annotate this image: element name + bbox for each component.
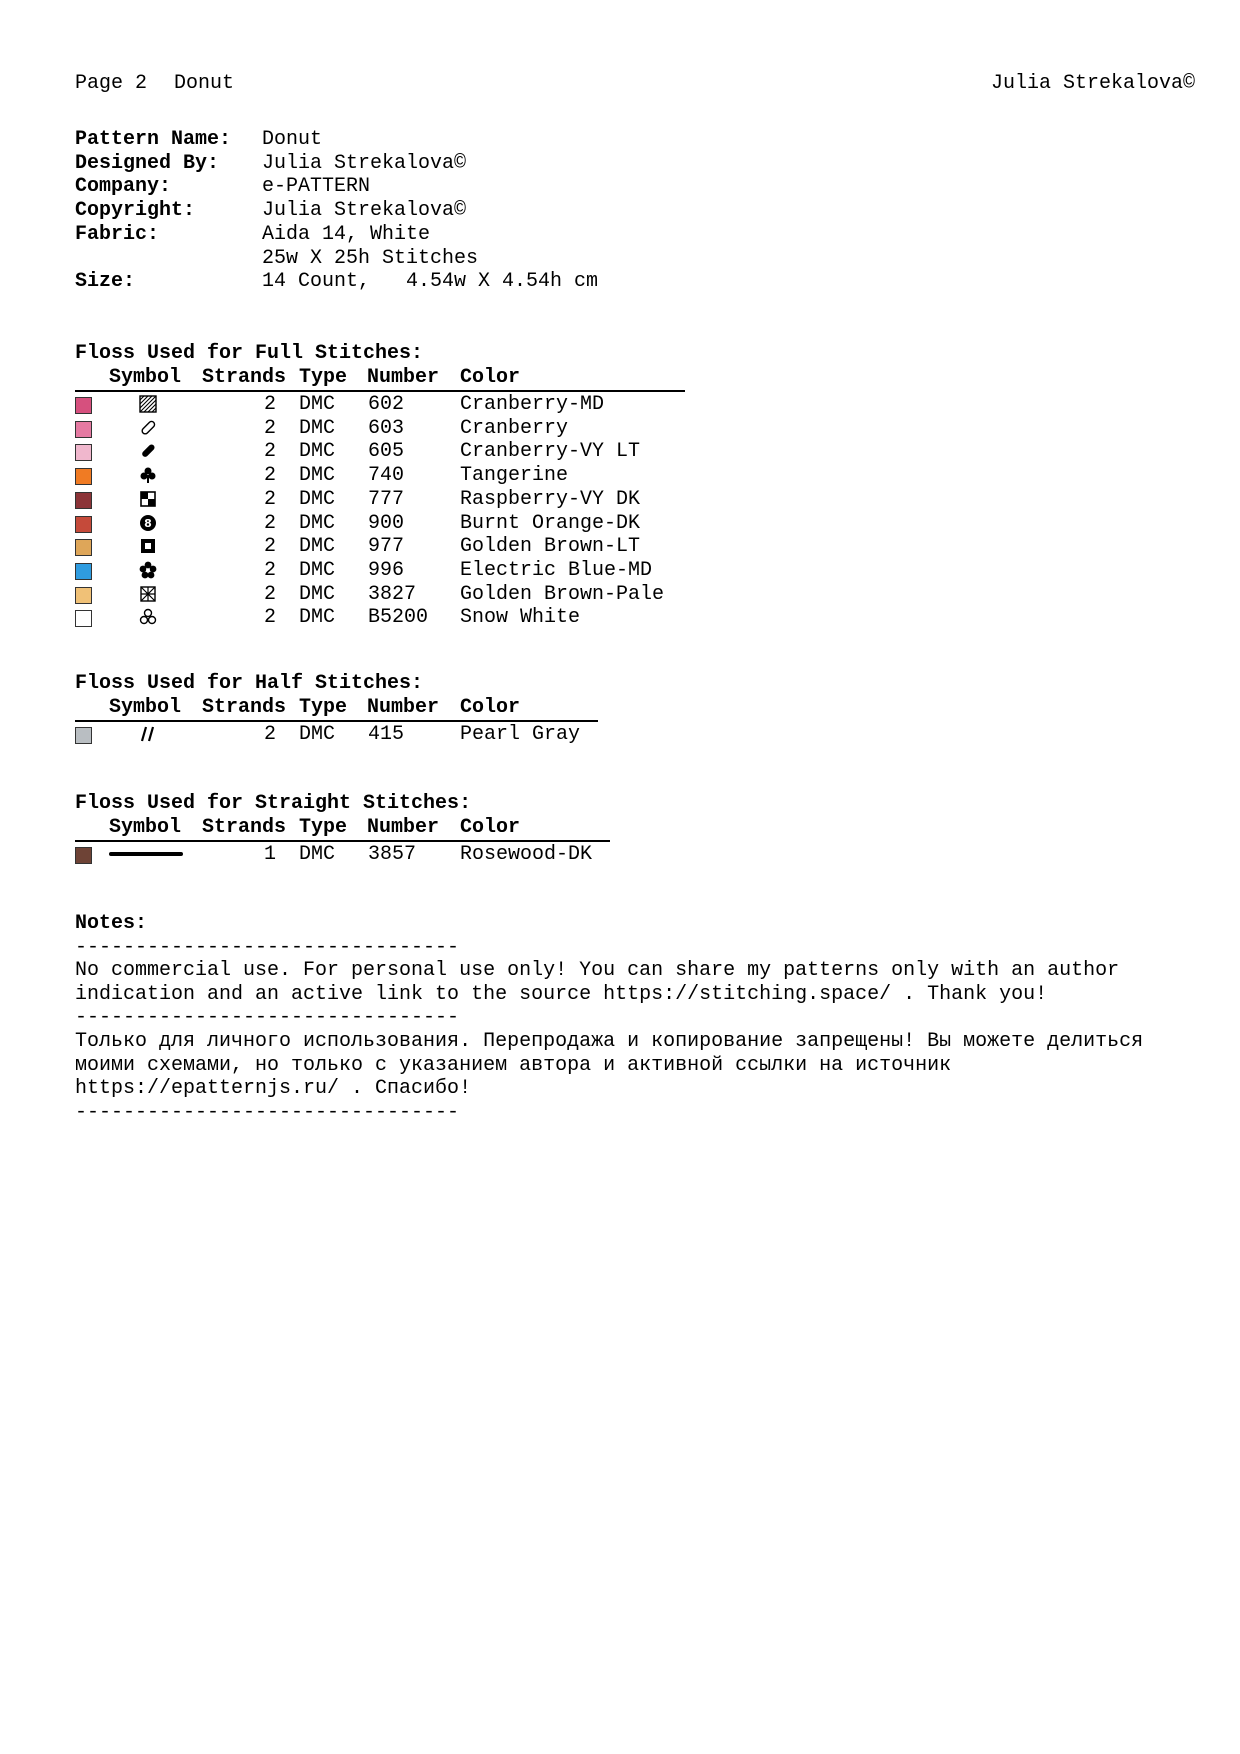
color-swatch bbox=[75, 444, 92, 461]
header-pattern-title: Donut bbox=[174, 72, 235, 95]
notes-russian-line: моими схемами, но только с указанием автора и активной ссылки на источник bbox=[75, 1054, 952, 1077]
color-swatch bbox=[75, 468, 92, 485]
hollow-square-icon bbox=[133, 535, 163, 557]
pattern-name-label: Pattern Name: bbox=[75, 128, 232, 151]
type-cell: DMC bbox=[299, 464, 336, 488]
color-swatch bbox=[75, 539, 92, 556]
column-header-type: Type bbox=[299, 366, 348, 389]
color-swatch bbox=[75, 516, 92, 533]
column-header-number: Number bbox=[367, 816, 440, 839]
color-name-cell: Cranberry bbox=[460, 416, 569, 440]
column-header-number: Number bbox=[367, 696, 440, 719]
color-name-cell: Golden Brown-Pale bbox=[460, 582, 665, 606]
column-header-symbol: Symbol bbox=[109, 816, 182, 839]
column-header-strands: Strands bbox=[202, 366, 287, 389]
quartered-square-icon bbox=[133, 488, 163, 510]
color-swatch bbox=[75, 397, 92, 414]
number-cell: 3857 bbox=[368, 843, 417, 866]
table-row bbox=[75, 393, 695, 417]
number-cell: 3827 bbox=[368, 582, 417, 606]
stitches-value: 25w X 25h Stitches bbox=[262, 247, 479, 270]
flower-icon bbox=[133, 559, 163, 581]
club-icon bbox=[133, 464, 163, 486]
type-cell: DMC bbox=[299, 606, 336, 630]
straight-stitches-header bbox=[75, 816, 615, 840]
double-slash-icon bbox=[133, 723, 163, 745]
size-value: 14 Count, 4.54w X 4.54h cm bbox=[262, 270, 599, 293]
type-cell: DMC bbox=[299, 393, 336, 416]
color-name-cell: Raspberry-VY DK bbox=[460, 487, 641, 511]
column-header-color: Color bbox=[460, 696, 521, 719]
header-author: Julia Strekalova© bbox=[990, 72, 1195, 95]
notes-russian-line: https://epatternjs.ru/ . Спасибо! bbox=[75, 1077, 472, 1100]
thick-line-icon bbox=[109, 843, 183, 865]
column-header-symbol: Symbol bbox=[109, 696, 182, 719]
table-row bbox=[75, 464, 695, 488]
notes-english-line: No commercial use. For personal use only! You can share my patterns only with an author bbox=[75, 959, 1120, 982]
column-header-strands: Strands bbox=[202, 696, 287, 719]
notes-russian-line: Только для личного использования. Перепродажа и копирование запрещены! Вы можете делиться bbox=[75, 1030, 1144, 1053]
notes-title: Notes: bbox=[75, 912, 148, 935]
table-row bbox=[75, 559, 695, 583]
number-cell: 602 bbox=[368, 393, 405, 416]
full-stitches-header bbox=[75, 366, 695, 390]
number-cell: 996 bbox=[368, 558, 405, 582]
color-name-cell: Pearl Gray bbox=[460, 723, 581, 746]
table-row bbox=[75, 488, 695, 512]
column-header-type: Type bbox=[299, 696, 348, 719]
notes-separator: -------------------------------- bbox=[75, 1006, 460, 1029]
copyright-value: Julia Strekalova© bbox=[262, 199, 467, 222]
table-row bbox=[75, 843, 695, 867]
type-cell: DMC bbox=[299, 535, 336, 559]
color-swatch bbox=[75, 492, 92, 509]
outline-capsule-icon bbox=[133, 417, 163, 439]
strands-cell: 2 bbox=[263, 487, 276, 511]
fabric-label: Fabric: bbox=[75, 223, 160, 246]
type-cell: DMC bbox=[299, 558, 336, 582]
strands-cell: 2 bbox=[263, 582, 276, 606]
color-name-cell: Electric Blue-MD bbox=[460, 558, 653, 582]
full-stitches-title: Floss Used for Full Stitches: bbox=[75, 342, 424, 365]
crossed-box-icon bbox=[133, 583, 163, 605]
color-swatch bbox=[75, 587, 92, 604]
table-row bbox=[75, 440, 695, 464]
number-cell: B5200 bbox=[368, 606, 429, 630]
color-name-cell: Snow White bbox=[460, 606, 581, 630]
color-swatch bbox=[75, 563, 92, 580]
half-stitches-header bbox=[75, 696, 605, 720]
pattern-name-value: Donut bbox=[262, 128, 323, 151]
notes-separator: -------------------------------- bbox=[75, 936, 460, 959]
straight-stitches-rule bbox=[75, 840, 610, 842]
type-cell: DMC bbox=[299, 843, 336, 866]
color-name-cell: Cranberry-VY LT bbox=[460, 440, 641, 464]
column-header-strands: Strands bbox=[202, 816, 287, 839]
strands-cell: 2 bbox=[263, 393, 276, 416]
full-stitches-rule bbox=[75, 390, 685, 392]
type-cell: DMC bbox=[299, 723, 336, 746]
column-header-number: Number bbox=[367, 366, 440, 389]
filled-capsule-icon bbox=[133, 440, 163, 462]
color-name-cell: Cranberry-MD bbox=[460, 393, 605, 416]
color-name-cell: Rosewood-DK bbox=[460, 843, 593, 866]
straight-stitches-title: Floss Used for Straight Stitches: bbox=[75, 792, 472, 815]
strands-cell: 2 bbox=[263, 535, 276, 559]
color-swatch bbox=[75, 610, 92, 627]
column-header-color: Color bbox=[460, 816, 521, 839]
table-row bbox=[75, 723, 695, 747]
company-label: Company: bbox=[75, 175, 172, 198]
strands-cell: 2 bbox=[263, 416, 276, 440]
strands-cell: 2 bbox=[263, 606, 276, 630]
color-swatch bbox=[75, 727, 92, 744]
table-row bbox=[75, 606, 695, 630]
color-name-cell: Burnt Orange-DK bbox=[460, 511, 641, 535]
color-swatch bbox=[75, 847, 92, 864]
color-name-cell: Tangerine bbox=[460, 464, 569, 488]
column-header-type: Type bbox=[299, 816, 348, 839]
fabric-value: Aida 14, White bbox=[262, 223, 431, 246]
half-stitches-rule bbox=[75, 720, 598, 722]
notes-english-line: indication and an active link to the source https://stitching.space/ . Thank you! bbox=[75, 983, 1048, 1006]
strands-cell: 2 bbox=[263, 723, 276, 746]
type-cell: DMC bbox=[299, 487, 336, 511]
strands-cell: 1 bbox=[263, 843, 276, 866]
size-label: Size: bbox=[75, 270, 136, 293]
number-cell: 777 bbox=[368, 487, 405, 511]
number-cell: 605 bbox=[368, 440, 405, 464]
table-row bbox=[75, 583, 695, 607]
eight-ball-icon bbox=[133, 512, 163, 534]
table-row bbox=[75, 535, 695, 559]
copyright-label: Copyright: bbox=[75, 199, 196, 222]
trefoil-icon bbox=[133, 606, 163, 628]
table-row bbox=[75, 417, 695, 441]
number-cell: 900 bbox=[368, 511, 405, 535]
page-number: Page 2 bbox=[75, 72, 148, 95]
designed-by-value: Julia Strekalova© bbox=[262, 152, 467, 175]
type-cell: DMC bbox=[299, 440, 336, 464]
notes-separator: -------------------------------- bbox=[75, 1101, 460, 1124]
table-row bbox=[75, 512, 695, 536]
diag-hatch-square-icon bbox=[133, 393, 163, 415]
number-cell: 977 bbox=[368, 535, 405, 559]
number-cell: 603 bbox=[368, 416, 405, 440]
company-value: e-PATTERN bbox=[262, 175, 371, 198]
svg-text:8: 8 bbox=[144, 516, 152, 530]
number-cell: 740 bbox=[368, 464, 405, 488]
number-cell: 415 bbox=[368, 723, 405, 746]
column-header-symbol: Symbol bbox=[109, 366, 182, 389]
half-stitches-title: Floss Used for Half Stitches: bbox=[75, 672, 424, 695]
color-name-cell: Golden Brown-LT bbox=[460, 535, 641, 559]
type-cell: DMC bbox=[299, 416, 336, 440]
type-cell: DMC bbox=[299, 582, 336, 606]
strands-cell: 2 bbox=[263, 511, 276, 535]
strands-cell: 2 bbox=[263, 464, 276, 488]
type-cell: DMC bbox=[299, 511, 336, 535]
column-header-color: Color bbox=[460, 366, 521, 389]
color-swatch bbox=[75, 421, 92, 438]
strands-cell: 2 bbox=[263, 440, 276, 464]
strands-cell: 2 bbox=[263, 558, 276, 582]
designed-by-label: Designed By: bbox=[75, 152, 220, 175]
